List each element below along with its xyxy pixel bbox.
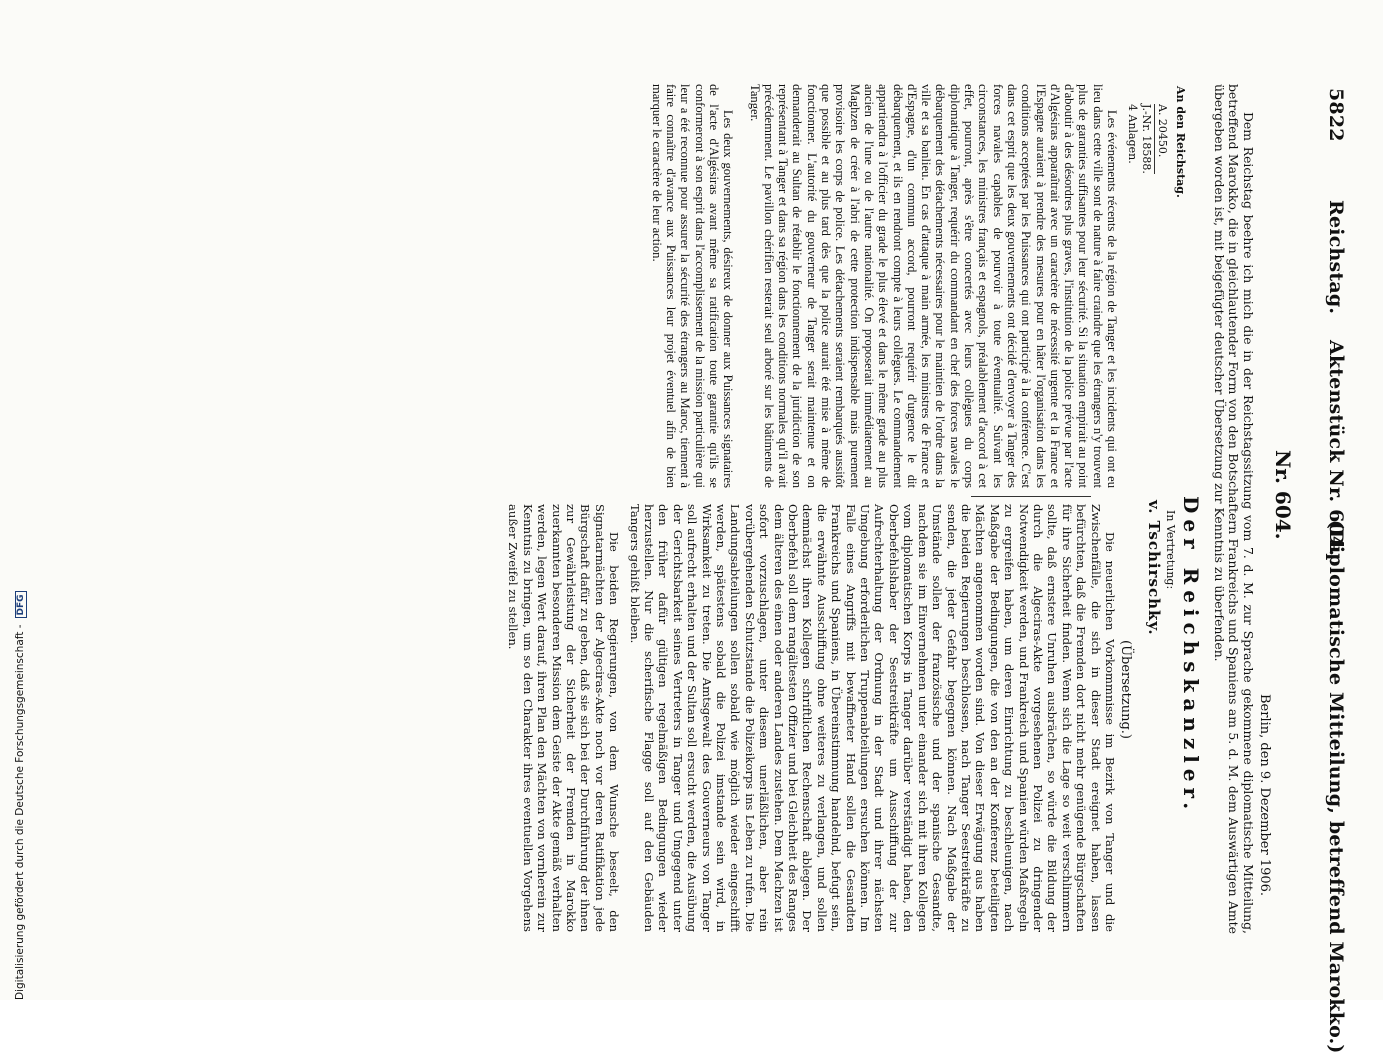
signature-title: Der Reichskanzler. xyxy=(1179,496,1203,816)
german-paragraph: Die beiden Regierungen, von dem Wunsche beseelt, den Signatarmächten der Algeciras-Akte noch vor deren Ratifikation jede Bürgschaft dafür zu geben, daß sie sich bei der Durchführung der ihnen zur Gewährleistung der Sicherheit der Fremden in Marokko zuerkannten besonderen Mission dem Geiste der Akte gemäß verhalten werden, legen Wert darauf, ihren Plan den Mächten von vornherein zur Kenntnis zu bringen, um so den Charakter ihres eventuellen Vorgehens außer Zweifel zu stellen. xyxy=(506,504,622,932)
reference-b: J.-Nr. 18588. xyxy=(1140,104,1153,174)
dfg-logo-icon: DFG xyxy=(15,591,27,618)
digitization-credit-strip xyxy=(2,0,26,1000)
french-paragraph: Les événements récents de la région de Tanger et les incidents qui ont eu lieu dans cette ville sont de nature à faire craindre que les étrangers n'y trouvent plus de garanties suffisantes pour leur sécurité. Si la situation empirait au point d'aboutir à des désordres plus graves, l'institution de la police prévue par l'acte d'Algésiras apparaîtrait avec un caractère de nécessité urgente et la France et l'Espagne auraient à prendre des mesures pour en hâter l'organisation dans les conditions acceptées par les Puissances qui ont participé à la conférence. C'est dans cet esprit que les deux gouvernements ont décidé d'envoyer à Tanger des forces navales capables de pourvoir à toute éventualité. Suivant les circonstances, les ministres français et espagnols, préalablement d'accord à cet effet, pourront, après s'être concertés avec leurs collègues du corps diplomatique à Tanger, requérir du commandant en chef des forces navales le débarquement des détachements nécessaires pour le maintien de l'ordre dans la ville et sa banlieu. En cas d'attaque à main armée, les ministres de France et d'Espagne, d'un commun accord, pourront requérir d'urgence le dit débarquement, et ils en rendront compte à leurs collègues. Le commandement appartiendra à l'officier du grade le plus élevé et dans le même grade au plus ancien de l'une ou de l'autre nationalité. On proposerait immédiatement au Maghzen de créer à l'abri de cette protection indispensable mais purement provisoire les corps de police. Les détachements seraient rembarqués aussitôt que possible et au plus tard dès que la police aurait été mise à même de fonctionner. L'autorité du gouverneur de Tanger serait maintenue et on demanderait au Sultan de rétablir le fonctionnement de la juridiction de son représentant à Tanger et dans sa région dans les conditions normales qu'il avait précédemment. Le pavillon chérifien resterait seul arboré sur les bâtiments de Tanger. xyxy=(747,84,1119,488)
digitization-credit: Digitalisierung gefördert durch die Deutsche Forschungsgemeinschaft - xyxy=(14,624,26,1000)
translation-heading: (Übersetzung.) xyxy=(1118,640,1133,739)
german-column xyxy=(506,504,1117,932)
addressee: An den Reichstag. xyxy=(1174,86,1187,198)
page-number: 5822 xyxy=(1325,88,1347,142)
attachments: 4 Anlagen. xyxy=(1126,104,1139,164)
dateline: Berlin, den 9. Dezember 1906. xyxy=(1257,694,1272,897)
signature-name: v. Tschirschky. xyxy=(1145,500,1163,636)
french-column xyxy=(650,84,1120,488)
signature-representation: In Vertretung: xyxy=(1164,510,1177,590)
french-paragraph: Les deux gouvernements, désireux de donner aux Puissances signataires de l'acte d'Algésiras avant même sa ratification toute garantie qu'ils se conformeront à son esprit dans l'accomplissement de la mission particulière qui leur a été reconnue pour assurer la sécurité des étrangers au Maroc, tiennent à faire connaître d'avance aux Puissances leur projet éventuel afin de bien marquer le caractère de leur action. xyxy=(649,84,736,488)
intro-paragraph: Dem Reichstag beehre ich mich die in der Reichstagssitzung vom 7. d. M. zur Sprache gekommene diplomatische Mitteilung, betreffend Marokko, die in gleichlautender Form von den Botschaftern Frankreichs und Spaniens am 5. d. M. dem Auswärtigen Amte übergeben worden ist, mit beigefügter deutscher Übersetzung zur Kenntnis zu überfenden. xyxy=(1211,84,1256,934)
header-left: Reichstag. xyxy=(1325,200,1347,315)
german-paragraph: Die neuerlichen Vorkommnisse im Bezirk von Tanger und die Zwischenfälle, die sich in dieser Stadt ereignet haben, lassen befürchten, daß die Fremden dort nicht mehr genügende Bürgschaften für ihre Sicherheit finden. Wenn sich die Lage so weit verschlimmern sollte, daß ernstere Unruhen ausbrächen, so würde die Bildung der durch die Algeciras-Akte vorgesehenen Polizei zu dringender Notwendigkeit werden, und Frankreich und Spanien würden Maßregeln zu ergreifen haben, um deren Einrichtung zu beschleunigen, nach Maßgabe der Bedingungen, die von den an der Konferenz beteiligten Mächten angenommen worden sind. Von dieser Erwägung aus haben die beiden Regierungen beschlossen, nach Tanger Seestreitkräfte zu senden, die jeder Gefahr begegnen können. Nach Maßgabe der Umstände sollen der französische und der spanische Gesandte, nachdem sie im Einvernehmen unter einander sich mit ihren Kollegen vom diplomatischen Korps in Tanger darüber verständigt haben, den Oberbefehlshaber der Seestreitkräfte um Ausschiffung der zur Aufrechterhaltung der Ordnung in der Stadt und ihrer nächsten Umgebung erforderlichen Truppenabteilungen ersuchen können. Im Falle eines Angriffs mit bewaffneter Hand sollen die Gesandten Frankreichs und Spaniens, in Übereinstimmung handelnd, befugt sein, die erwähnte Ausschiffung ohne weiteres zu verlangen, und sollen demnächst ihren Kollegen schriftlichen Rechenschaft ablegen. Der Oberbefehl soll dem rangältesten Offizier und bei Gleichheit des Ranges dem älteren des einen oder anderen Landes zustehen. Dem Machzen ist sofort vorzuschlagen, unter diesem unerläßlichen, aber rein vorübergehenden Schutzstande die Polizeikorps ins Leben zu rufen. Die Landungsabteilungen sollen sobald wie möglich wieder eingeschifft werden, spätestens sobald die Polizei imstande sein wird, in Wirksamkeit zu treten. Die Amtsgewalt des Gouverneurs von Tanger soll aufrecht erhalten und der Sultan soll ersucht werden, die Ausübung der Gerichtsbarkeit seines Vertreters in Tanger und Umgegend unter den früher dafür gültigen regelmäßigen Bedingungen wieder herzustellen. Nur die scherifische Flagge soll auf den Gebäuden Tangers gehißt bleiben. xyxy=(627,504,1117,932)
column-divider xyxy=(971,496,1091,497)
header-right: (Diplomatische Mitteilung, betreffend Marokko.) xyxy=(1325,520,1347,1054)
document-number: Nr. 604. xyxy=(1271,450,1295,540)
reference-a: A. 20450. xyxy=(1156,104,1169,158)
header-center: Aktenstück Nr. 604. xyxy=(1325,340,1347,557)
